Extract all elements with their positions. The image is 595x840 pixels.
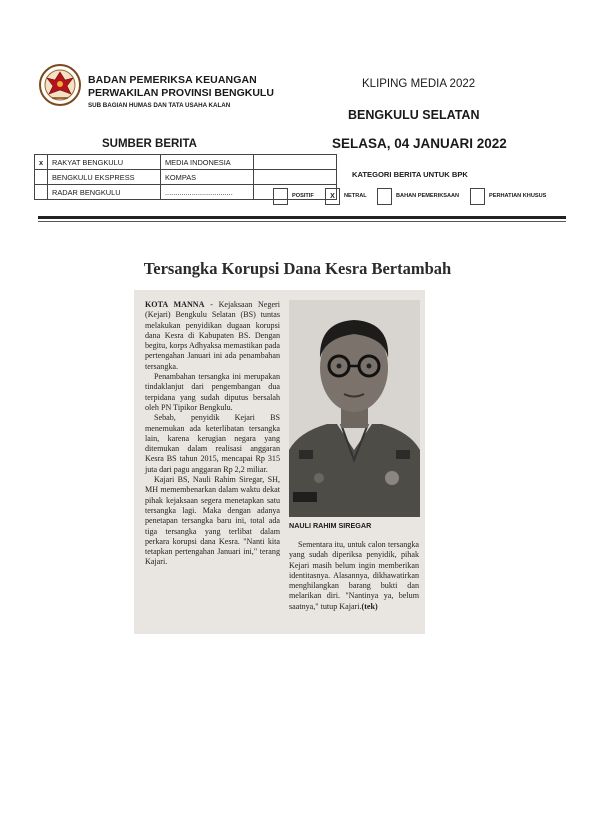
sumber-mark xyxy=(35,170,48,185)
sumber-mark: x xyxy=(35,155,48,170)
article-p2: Penambahan tersangka ini merupakan tindaklanjut dari pengembangan dua terpidana yang sudah diputus bersalah oleh PN Tipikor Bengkulu. xyxy=(145,372,280,412)
article-headline: Tersangka Korupsi Dana Kesra Bertambah xyxy=(143,259,452,278)
bahan-checkbox[interactable] xyxy=(377,188,392,205)
positif-label: POSITIF xyxy=(292,193,314,199)
article-kicker: KOTA MANNA xyxy=(145,300,205,309)
netral-label: NETRAL xyxy=(344,193,367,199)
region-label: BENGKULU SELATAN xyxy=(348,108,480,122)
portrait-photo xyxy=(289,300,420,517)
article-p4: Kajari BS, Nauli Rahim Siregar, SH, MH memembenarkan dalam waktu dekat pihak kejaksaan segera menetapkan satu tersangka lagi. Maka dengan adanya penetapan tersangka baru ini, total ada tiga tersangka yang terlibat dalam perkara korupsi dana Kesra. "Nanti kita tetapkan pertengahan Januari ini," terang Kajari. xyxy=(145,475,280,567)
sumber-right: ................................. xyxy=(161,185,254,200)
article-signoff: (tek) xyxy=(361,601,378,611)
sumber-empty xyxy=(254,155,337,170)
positif-checkbox[interactable] xyxy=(273,188,288,205)
sumber-right: KOMPAS xyxy=(161,170,254,185)
sumber-row xyxy=(35,170,337,185)
sumber-left: BENGKULU EKSPRESS xyxy=(48,170,161,185)
header-rule xyxy=(38,216,566,219)
org-name-line3: SUB BAGIAN HUMAS DAN TATA USAHA KALAN xyxy=(88,102,231,109)
org-name-line1: BADAN PEMERIKSA KEUANGAN xyxy=(88,74,257,86)
sumber-empty xyxy=(254,170,337,185)
sumber-mark xyxy=(35,185,48,200)
article-column-right xyxy=(289,540,419,612)
kliping-label: KLIPING MEDIA 2022 xyxy=(362,78,476,90)
netral-checkbox[interactable]: X xyxy=(325,188,340,205)
sumber-left: RADAR BENGKULU xyxy=(48,185,161,200)
sumber-left: RAKYAT BENGKULU xyxy=(48,155,161,170)
article-p3: Sebab, penyidik Kejari BS menemukan ada keterlibatan tersangka lain, karena kerugian negara yang ditemukan dalam realisasi anggaran Kesra BS tahun 2015, mencapai Rp 315 juta dari pagu anggaran Rp 2,2 miliar. xyxy=(145,413,280,474)
photo-caption: NAULI RAHIM SIREGAR xyxy=(289,521,372,530)
bpk-logo-icon xyxy=(38,62,82,108)
kategori-title: KATEGORI BERITA UNTUK BPK xyxy=(352,170,468,179)
sumber-row xyxy=(35,155,337,170)
article-column-left xyxy=(145,300,280,568)
article-p5: Sementara itu, untuk calon tersangka yang sudah diperiksa penyidik, pihak Kejari masih belum ingin memberikan identitasnya. Alasannya, dikhawatirkan menghilangkan barang bukti dan melarikan diri. "Nantinya ya, belum saatnya," tutup Kajari. xyxy=(289,540,419,611)
date-label: SELASA, 04 JANUARI 2022 xyxy=(332,136,507,151)
article-paragraph xyxy=(145,300,280,372)
perhatian-label: PERHATIAN KHUSUS xyxy=(489,193,547,199)
sumber-title: SUMBER BERITA xyxy=(102,138,197,150)
perhatian-checkbox[interactable] xyxy=(470,188,485,205)
article-paragraph xyxy=(289,540,419,612)
header-rule-thin xyxy=(38,221,566,222)
bahan-label: BAHAN PEMERIKSAAN xyxy=(396,193,460,199)
sumber-right: MEDIA INDONESIA xyxy=(161,155,254,170)
article-p1: - Kejaksaan Negeri (Kejari) Bengkulu Selatan (BS) tuntas melakukan penyidikan dugaan korupsi dana Kesra di Kabupaten BS. Dengan begitu, korps Adhyaksa memastikan pada pertengahan Januari ini ada penambahan tersangka. xyxy=(145,300,280,371)
org-name-line2: PERWAKILAN PROVINSI BENGKULU xyxy=(88,87,274,99)
org-header xyxy=(38,62,278,112)
